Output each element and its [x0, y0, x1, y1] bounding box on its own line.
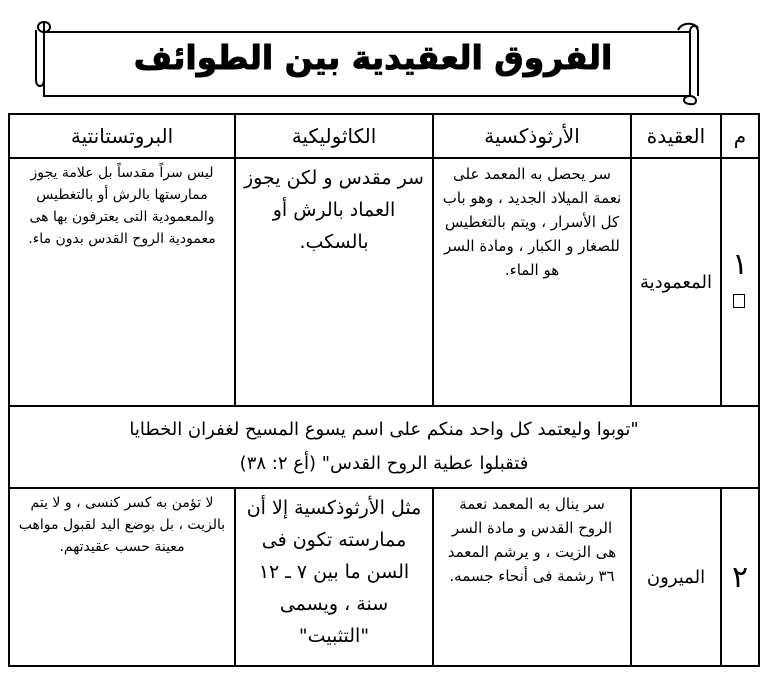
header-num: م: [721, 114, 759, 158]
header-protestant: البروتستانتية: [9, 114, 235, 158]
header-doctrine: العقيدة: [631, 114, 721, 158]
doctrine-name: الميرون: [631, 488, 721, 666]
catholic-cell: مثل الأرثوذكسية إلا أن ممارسته تكون فى السن ما بين ٧ ـ ١٢ سنة ، ويسمى "التثبيت": [235, 488, 433, 666]
table-row: [9, 158, 759, 406]
table-row: [9, 488, 759, 666]
orthodox-cell: سر ينال به المعمد نعمة الروح القدس و مادة السر هى الزيت ، و يرشم المعمد ٣٦ رشمة فى أنحاء جسمه.: [433, 488, 631, 666]
verse-row: [9, 406, 759, 488]
verse-line-1: "توبوا وليعتمد كل واحد منكم على اسم يسوع المسيح لغفران الخطايا: [129, 419, 639, 440]
header-row: [9, 114, 759, 158]
verse-line-2: فتقبلوا عطية الروح القدس" (أع ٢: ٣٨): [239, 453, 529, 474]
header-orthodox: الأرثوذكسية: [433, 114, 631, 158]
header-catholic: الكاثوليكية: [235, 114, 433, 158]
checkbox-icon: [733, 294, 745, 308]
row-number: ٢: [721, 488, 759, 666]
row-number: ١: [721, 158, 759, 406]
protestant-cell: ليس سراً مقدساً بل علامة يجوز ممارستها بالرش أو بالتغطيس والمعمودية التى يعترفون بها هى معمودية الروح القدس بدون ماء.: [9, 158, 235, 406]
orthodox-cell: سر يحصل به المعمد على نعمة الميلاد الجديد ، وهو باب كل الأسرار ، ويتم بالتغطيس للصغار و الكبار ، ومادة السر هو الماء.: [433, 158, 631, 406]
bible-verse: [9, 406, 759, 488]
protestant-cell: لا تؤمن به كسر كنسى ، و لا يتم بالزيت ، بل بوضع اليد لقبول مواهب معينة حسب عقيدتهم.: [9, 488, 235, 666]
catholic-cell: سر مقدس و لكن يجوز العماد بالرش أو بالسكب.: [235, 158, 433, 406]
doctrine-name: المعمودية: [631, 158, 721, 406]
title-banner: [34, 18, 706, 106]
doctrine-comparison-table: [8, 113, 760, 667]
page-title: الفروق العقيدية بين الطوائف: [133, 37, 613, 77]
